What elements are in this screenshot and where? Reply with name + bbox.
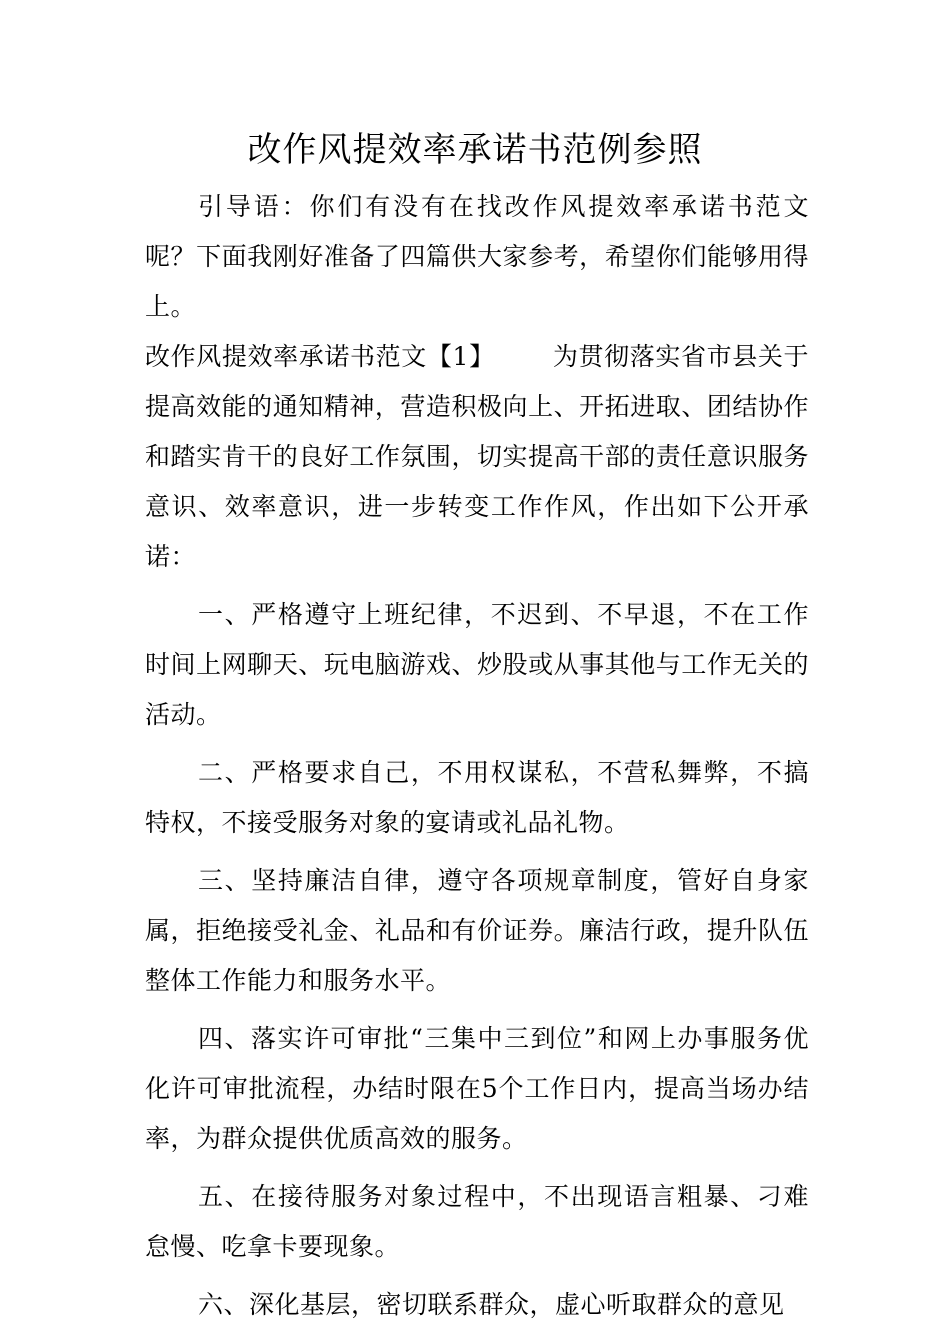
section-paragraph	[145, 332, 809, 582]
intro-paragraph: 引导语：你们有没有在找改作风提效率承诺书范文呢？下面我刚好准备了四篇供大家参考，希望你们能够用得上。	[145, 192, 809, 321]
section-opening-text: 为贯彻落实省市县关于提高效能的通知精神，营造积极向上、开拓进取、团结协作和踏实肯干的良好工作氛围，切实提高干部的责任意识服务意识、效率意识，进一步转变工作作风，作出如下公开承诺：	[145, 342, 809, 571]
commitment-item-4: 四、落实许可审批“三集中三到位”和网上办事服务优化许可审批流程，办结时限在5个工作日内，提高当场办结率，为群众提供优质高效的服务。	[145, 1024, 809, 1153]
commitment-item-5: 五、在接待服务对象过程中，不出现语言粗暴、刁难怠慢、吃拿卡要现象。	[145, 1182, 809, 1261]
document-title: 改作风提效率承诺书范例参照	[247, 130, 703, 170]
document-body	[145, 182, 809, 1330]
commitment-item-6: 六、深化基层，密切联系群众，虚心听取群众的意见	[198, 1290, 785, 1319]
commitment-item-3: 三、坚持廉洁自律，遵守各项规章制度，管好自身家属，拒绝接受礼金、礼品和有价证券。廉洁行政，提升队伍整体工作能力和服务水平。	[145, 866, 809, 995]
commitment-item-1: 一、严格遵守上班纪律，不迟到、不早退，不在工作时间上网聊天、玩电脑游戏、炒股或从事其他与工作无关的活动。	[145, 600, 809, 729]
commitment-item-2: 二、严格要求自己，不用权谋私，不营私舞弊，不搞特权，不接受服务对象的宴请或礼品礼物。	[145, 758, 809, 837]
section-heading: 改作风提效率承诺书范文【1】	[145, 342, 495, 371]
